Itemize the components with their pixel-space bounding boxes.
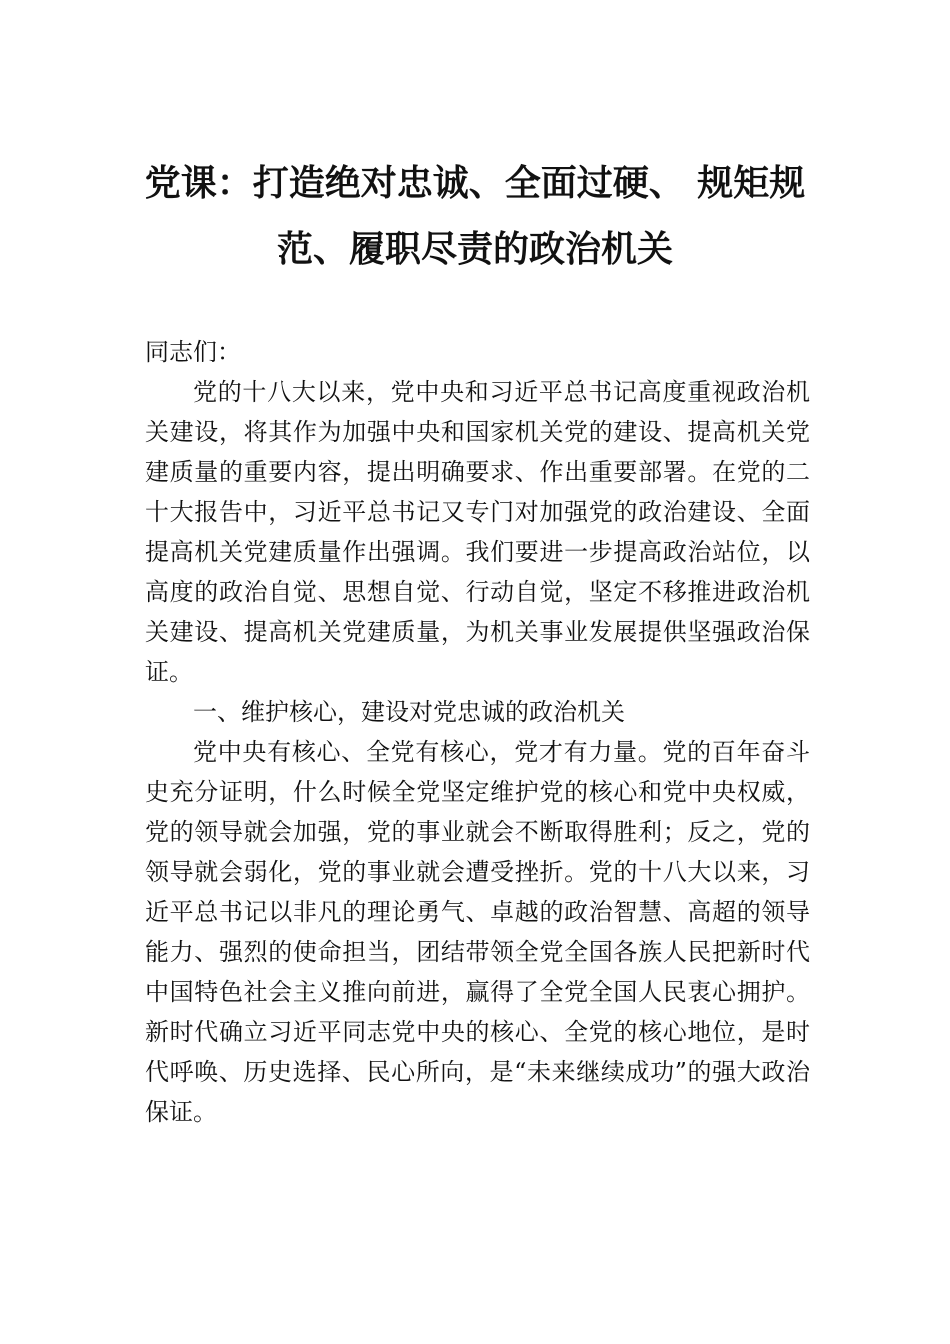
paragraph-section-1: 党中央有核心、全党有核心，党才有力量。党的百年奋斗史充分证明，什么时候全党坚定维护党的核心和党中央权威，党的领导就会加强，党的事业就会不断取得胜利；反之，党的领导就会弱化，党的事业就会遭受挫折。党的十八大以来，习近平总书记以非凡的理论勇气、卓越的政治智慧、高超的领导能力、强烈的使命担当，团结带领全党全国各族人民把新时代中国特色社会主义推向前进，赢得了全党全国人民衷心拥护。新时代确立习近平同志党中央的核心、全党的核心地位，是时代呼唤、历史选择、民心所向，是“未来继续成功”的强大政治保证。 bbox=[145, 738, 810, 1126]
title-line-2: 范、履职尽责的政治机关 bbox=[276, 228, 673, 270]
title-line-1: 党课：打造绝对忠诚、全面过硬、 规矩规 bbox=[144, 162, 806, 204]
document-body bbox=[145, 332, 810, 1132]
salutation: 同志们： bbox=[145, 338, 241, 366]
paragraph-intro: 党的十八大以来，党中央和习近平总书记高度重视政治机关建设，将其作为加强中央和国家机关党的建设、提高机关党建质量的重要内容，提出明确要求、作出重要部署。在党的二十大报告中，习近平总书记又专门对加强党的政治建设、全面提高机关党建质量作出强调。我们要进一步提高政治站位，以高度的政治自觉、思想自觉、行动自觉，坚定不移推进政治机关建设、提高机关党建质量，为机关事业发展提供坚强政治保证。 bbox=[145, 378, 810, 686]
document-title bbox=[120, 150, 830, 282]
section-heading-1: 一、维护核心，建设对党忠诚的政治机关 bbox=[193, 698, 625, 726]
